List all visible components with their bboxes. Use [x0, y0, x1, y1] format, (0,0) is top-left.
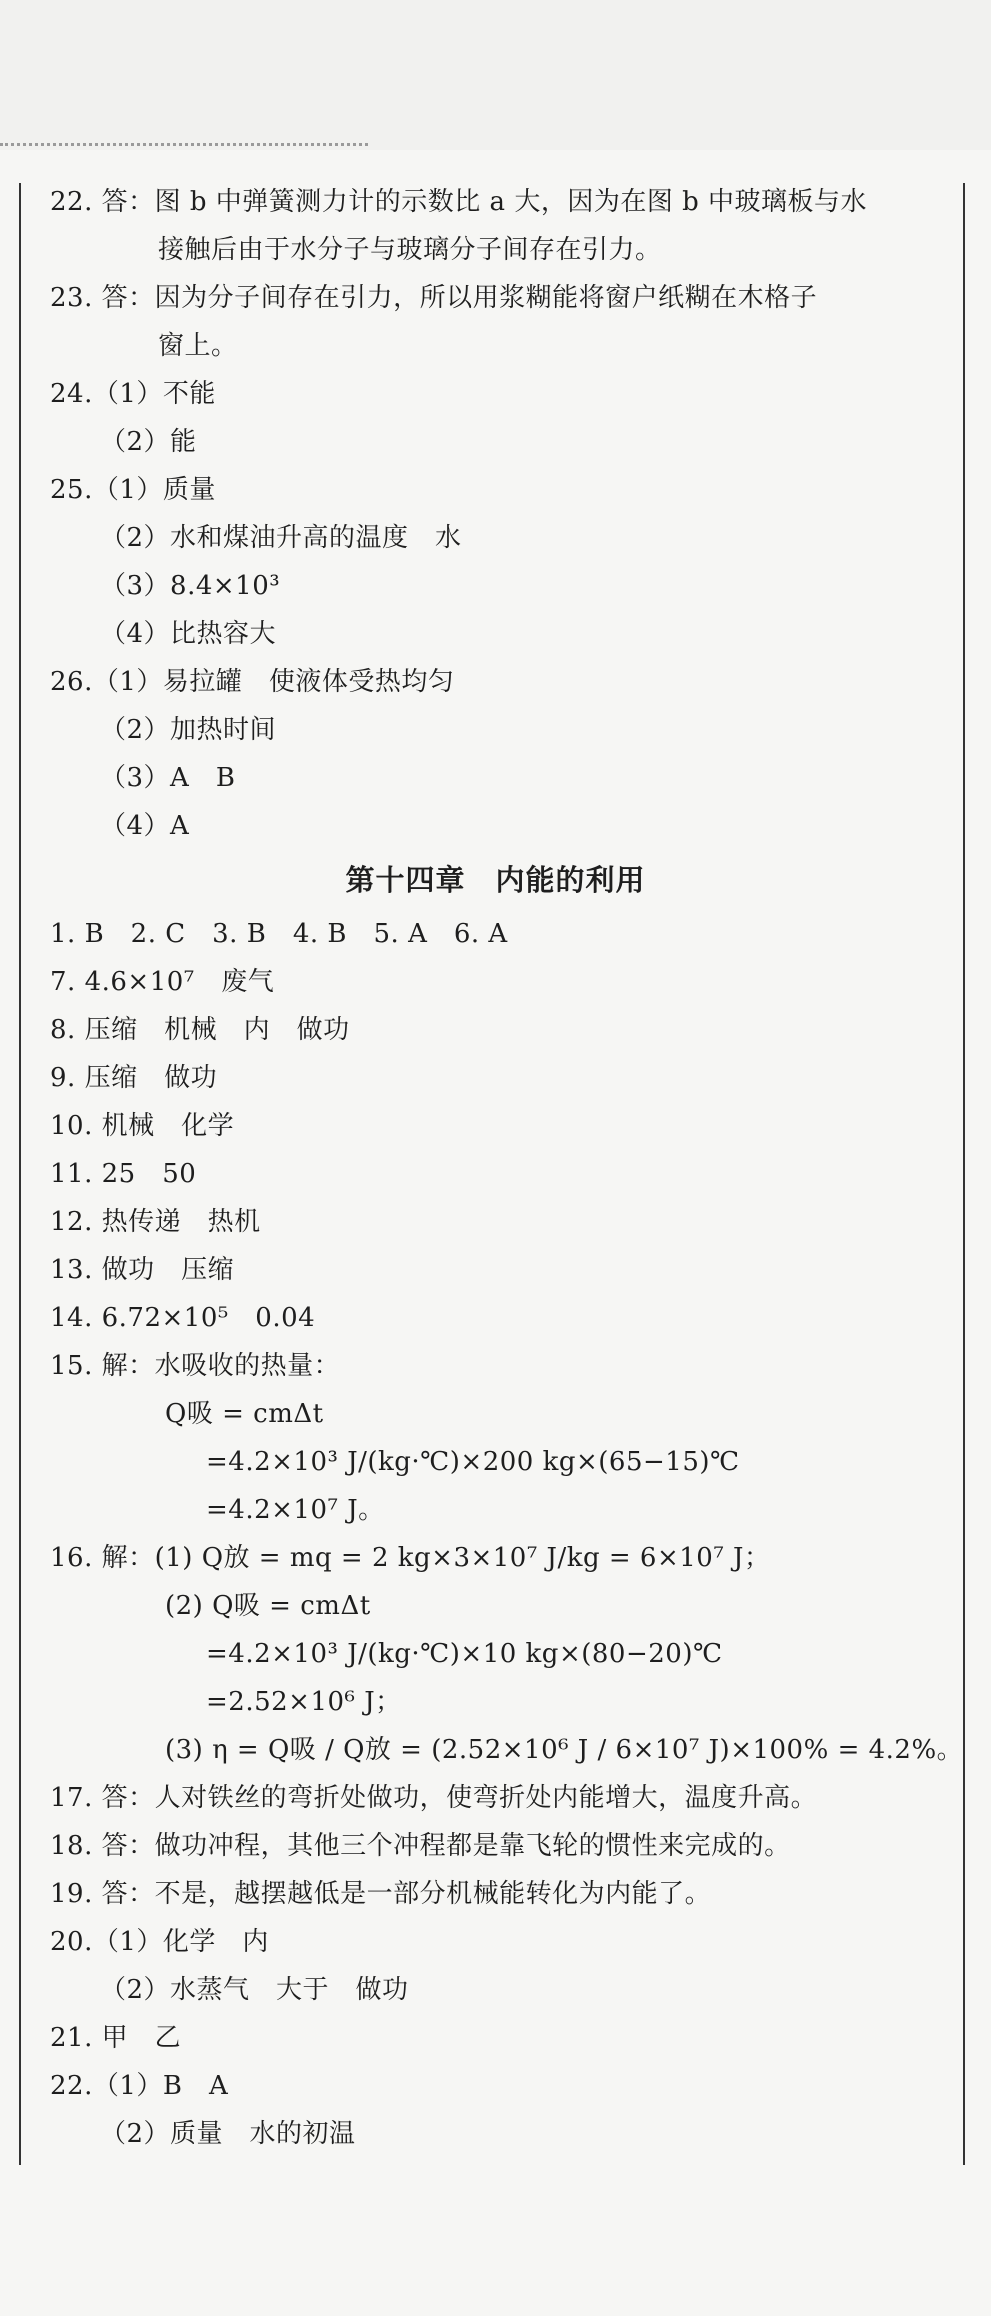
answer-text: （2）质量 水的初温	[100, 2119, 356, 2149]
answer-line	[0, 1582, 991, 1630]
answer-text: 8. 压缩 机械 内 做功	[50, 1015, 350, 1045]
answer-line	[0, 370, 991, 418]
answer-line	[0, 610, 991, 658]
answer-text: 第十四章 内能的利用	[345, 863, 646, 897]
answer-line	[0, 274, 991, 322]
answer-line	[0, 322, 991, 370]
answer-text: Q吸 = cmΔt	[165, 1399, 324, 1429]
answer-line	[0, 1150, 991, 1198]
answer-text: 接触后由于水分子与玻璃分子间存在引力。	[158, 235, 662, 265]
answer-line	[0, 562, 991, 610]
answer-text: 1. B 2. C 3. B 4. B 5. A 6. A	[50, 919, 508, 949]
answer-line	[0, 1294, 991, 1342]
dotted-separator	[0, 143, 368, 146]
answer-line	[0, 1678, 991, 1726]
answer-line	[0, 1006, 991, 1054]
answer-text: 12. 热传递 热机	[50, 1207, 261, 1237]
answer-text: 17. 答：人对铁丝的弯折处做功，使弯折处内能增大，温度升高。	[50, 1783, 818, 1813]
answer-text: （2）能	[100, 427, 197, 457]
answer-text: 16. 解：(1) Q放 = mq = 2 kg×3×10⁷ J/kg = 6×10⁷ J；	[50, 1543, 771, 1573]
page-top-margin	[0, 0, 991, 150]
answer-line	[0, 2110, 991, 2158]
answer-line	[0, 1534, 991, 1582]
answer-text: 10. 机械 化学	[50, 1111, 235, 1141]
chapter-heading	[0, 850, 991, 910]
answer-line	[0, 1390, 991, 1438]
answer-line	[0, 1486, 991, 1534]
answer-text: 26.（1）易拉罐 使液体受热均匀	[50, 667, 455, 697]
answer-line	[0, 1246, 991, 1294]
answer-text: 25.（1）质量	[50, 475, 216, 505]
answer-line	[0, 178, 991, 226]
answer-line	[0, 466, 991, 514]
answer-line	[0, 1966, 991, 2014]
answer-content	[0, 178, 991, 2158]
answer-text: （2）水蒸气 大于 做功	[100, 1975, 409, 2005]
answer-line	[0, 754, 991, 802]
answer-text: 窗上。	[158, 331, 238, 361]
answer-text: (3) η = Q吸 / Q放 = (2.52×10⁶ J / 6×10⁷ J)×100% = 4.2%。	[165, 1735, 964, 1765]
answer-line	[0, 1774, 991, 1822]
answer-text: 7. 4.6×10⁷ 废气	[50, 967, 275, 997]
answer-text: =4.2×10³ J/(kg·℃)×10 kg×(80−20)℃	[206, 1639, 723, 1669]
answer-text: (2) Q吸 = cmΔt	[165, 1591, 371, 1621]
answer-text: =4.2×10⁷ J。	[206, 1495, 385, 1525]
answer-text: 23. 答：因为分子间存在引力，所以用浆糊能将窗户纸糊在木格子	[50, 283, 818, 313]
answer-text: （4）比热容大	[100, 619, 277, 649]
answer-text: 9. 压缩 做功	[50, 1063, 218, 1093]
answer-line	[0, 910, 991, 958]
answer-line	[0, 1342, 991, 1390]
answer-text: 22.（1）B A	[50, 2071, 229, 2101]
answer-line	[0, 2014, 991, 2062]
answer-line	[0, 226, 991, 274]
answer-text: 14. 6.72×10⁵ 0.04	[50, 1303, 316, 1333]
answer-text: 11. 25 50	[50, 1159, 197, 1189]
answer-line	[0, 1198, 991, 1246]
answer-text: 24.（1）不能	[50, 379, 216, 409]
answer-line	[0, 514, 991, 562]
answer-line	[0, 2062, 991, 2110]
answer-line	[0, 1438, 991, 1486]
answer-text: 13. 做功 压缩	[50, 1255, 235, 1285]
answer-text: 22. 答：图 b 中弹簧测力计的示数比 a 大，因为在图 b 中玻璃板与水	[50, 187, 867, 217]
answer-line	[0, 1630, 991, 1678]
answer-line	[0, 958, 991, 1006]
answer-line	[0, 802, 991, 850]
answer-text: 19. 答：不是，越摆越低是一部分机械能转化为内能了。	[50, 1879, 712, 1909]
answer-line	[0, 658, 991, 706]
answer-text: 18. 答：做功冲程，其他三个冲程都是靠飞轮的惯性来完成的。	[50, 1831, 791, 1861]
answer-text: （3）8.4×10³	[100, 571, 281, 601]
answer-line	[0, 706, 991, 754]
answer-line	[0, 1822, 991, 1870]
answer-text: （3）A B	[100, 763, 236, 793]
answer-line	[0, 1918, 991, 1966]
answer-line	[0, 1054, 991, 1102]
answer-text: 21. 甲 乙	[50, 2023, 182, 2053]
answer-text: =4.2×10³ J/(kg·℃)×200 kg×(65−15)℃	[206, 1447, 740, 1477]
answer-line	[0, 1102, 991, 1150]
answer-line	[0, 1870, 991, 1918]
answer-text: （2）加热时间	[100, 715, 277, 745]
answer-text: （2）水和煤油升高的温度 水	[100, 523, 462, 553]
answer-text: 20.（1）化学 内	[50, 1927, 269, 1957]
answer-line	[0, 418, 991, 466]
answer-text: 15. 解：水吸收的热量：	[50, 1351, 341, 1381]
answer-text: =2.52×10⁶ J；	[206, 1687, 402, 1717]
answer-line	[0, 1726, 991, 1774]
answer-text: （4）A	[100, 811, 190, 841]
